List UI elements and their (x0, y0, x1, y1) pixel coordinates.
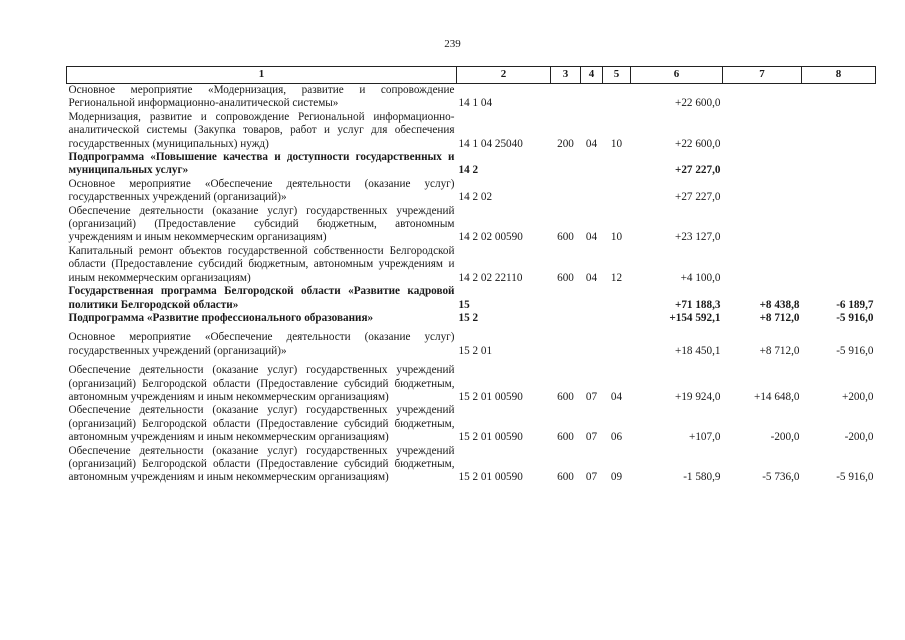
row-col5 (603, 84, 631, 111)
row-col6: +27 227,0 (674, 164, 721, 177)
row-col8: -6 189,7 (836, 298, 874, 311)
row-col5 (603, 312, 631, 325)
row-col5: 10 (610, 231, 623, 244)
row-col5: 10 (610, 137, 623, 150)
row-col4: 07 (585, 431, 598, 444)
row-col7: -5 736,0 (762, 471, 800, 484)
row-col6: +107,0 (689, 431, 721, 444)
row-col6: +23 127,0 (675, 231, 721, 244)
row-col7: +14 648,0 (754, 390, 800, 403)
row-col7: +8 712,0 (759, 311, 800, 324)
row-code: 14 1 04 25040 (458, 137, 523, 150)
row-col3 (551, 312, 581, 325)
row-col5 (603, 178, 631, 205)
table-row (67, 312, 876, 325)
row-col4: 04 (585, 137, 598, 150)
row-col7 (723, 178, 802, 205)
table-header-row (67, 67, 876, 84)
row-code: 14 2 02 22110 (458, 271, 523, 284)
table-row (67, 151, 876, 178)
row-col3 (551, 84, 581, 111)
row-col3: 600 (557, 390, 574, 403)
row-col6: +22 600,0 (675, 97, 721, 110)
header-col-2: 2 (457, 67, 551, 84)
row-col5: 06 (610, 431, 623, 444)
row-col5: 04 (610, 390, 623, 403)
row-col8: -5 916,0 (836, 311, 874, 324)
page-number: 239 (444, 38, 461, 50)
table-row (67, 285, 876, 312)
table-row (67, 358, 876, 404)
row-code: 15 2 (458, 311, 479, 324)
row-col4: 04 (585, 271, 598, 284)
row-col3 (551, 178, 581, 205)
row-col7 (723, 151, 802, 178)
row-code: 15 (458, 298, 470, 311)
row-col7 (723, 205, 802, 245)
row-name: Подпрограмма «Повышение качества и доступности государственных и муниципальных услуг» (68, 151, 455, 177)
table-row (67, 111, 876, 151)
row-col4: 07 (585, 390, 598, 403)
row-name: Модернизация, развитие и сопровождение Региональной информационно-аналитической системы (Закупка товаров, работ и услуг для обеспечения государственных (муниципальных) нужд) (68, 110, 455, 150)
row-col7: -200,0 (770, 431, 800, 444)
row-col3: 200 (557, 137, 574, 150)
row-col6: +27 227,0 (675, 191, 721, 204)
row-col5 (603, 325, 631, 358)
row-col4: 04 (585, 231, 598, 244)
row-col5 (603, 285, 631, 312)
row-col3: 600 (557, 431, 574, 444)
row-col5: 09 (610, 471, 623, 484)
row-col3 (551, 325, 581, 358)
header-col-5: 5 (603, 67, 631, 84)
row-col6: +18 450,1 (675, 344, 721, 357)
row-code: 14 2 02 (458, 191, 493, 204)
row-col7 (723, 84, 802, 111)
row-col4: 07 (585, 471, 598, 484)
row-col4 (581, 151, 603, 178)
table-row (67, 205, 876, 245)
row-col8 (802, 111, 876, 151)
row-col4 (581, 84, 603, 111)
row-name: Обеспечение деятельности (оказание услуг) государственных учреждений (организаций) Белгородской области (Предоставление субсидий бюджетным, автономным учреждениям и иным некоммерческим организациям) (68, 444, 455, 484)
table-row (67, 325, 876, 358)
row-name: Обеспечение деятельности (оказание услуг) государственных учреждений (организаций) Белгородской области (Предоставление субсидий бюджетным, автономным учреждениям и иным некоммерческим организациям) (68, 404, 455, 444)
row-name: Капитальный ремонт объектов государственной собственности Белгородской области (Предоставление субсидий бюджетным, автономным учреждениям и иным некоммерческим организациям) (68, 244, 455, 284)
row-col3 (551, 285, 581, 312)
row-col8 (802, 178, 876, 205)
table-body (67, 84, 876, 485)
row-col3 (551, 151, 581, 178)
row-code: 15 2 01 00590 (458, 431, 523, 444)
row-col8: +200,0 (842, 390, 874, 403)
header-col-8: 8 (802, 67, 876, 84)
row-col5 (603, 151, 631, 178)
header-col-3: 3 (551, 67, 581, 84)
table-row (67, 245, 876, 285)
row-col3: 600 (557, 271, 574, 284)
row-name: Основное мероприятие «Обеспечение деятельности (оказание услуг) государственных учреждений (организаций)» (68, 177, 455, 204)
row-code: 15 2 01 00590 (458, 390, 523, 403)
budget-table (66, 66, 876, 485)
row-name: Основное мероприятие «Обеспечение деятельности (оказание услуг) государственных учреждений (организаций)» (68, 331, 455, 357)
table-row (67, 404, 876, 444)
row-code: 14 1 04 (458, 97, 493, 110)
row-col6: +71 188,3 (674, 298, 721, 311)
row-col7: +8 438,8 (759, 298, 800, 311)
row-col6: +22 600,0 (675, 137, 721, 150)
row-col7: +8 712,0 (759, 344, 800, 357)
row-col8: -5 916,0 (836, 344, 874, 357)
row-col3: 600 (557, 231, 574, 244)
row-name: Обеспечение деятельности (оказание услуг) государственных учреждений (организаций) Белгородской области (Предоставление субсидий бюджетным, автономным учреждениям и иным некоммерческим организациям) (68, 364, 455, 403)
row-col4 (581, 178, 603, 205)
row-col6: +154 592,1 (669, 311, 721, 324)
row-col6: -1 580,9 (683, 471, 721, 484)
table-row (67, 178, 876, 205)
table-row (67, 445, 876, 485)
row-name: Обеспечение деятельности (оказание услуг) государственных учреждений (организаций) (Предоставление субсидий бюджетным, автономным учреждениям и иным некоммерческим организациям) (68, 204, 455, 244)
row-col6: +4 100,0 (680, 271, 721, 284)
row-code: 15 2 01 00590 (458, 471, 523, 484)
row-code: 15 2 01 (458, 344, 493, 357)
row-col8 (802, 245, 876, 285)
row-col4 (581, 325, 603, 358)
table-row (67, 84, 876, 111)
row-col7 (723, 245, 802, 285)
row-code: 14 2 02 00590 (458, 231, 523, 244)
header-col-7: 7 (723, 67, 802, 84)
row-col8 (802, 84, 876, 111)
header-col-6: 6 (631, 67, 723, 84)
row-name: Государственная программа Белгородской области «Развитие кадровой политики Белгородской области» (68, 285, 455, 311)
row-col8 (802, 205, 876, 245)
row-col5: 12 (610, 271, 623, 284)
row-col7 (723, 111, 802, 151)
row-col8: -200,0 (844, 431, 874, 444)
row-name: Основное мероприятие «Модернизация, развитие и сопровождение Региональной информационно-аналитической системы» (68, 84, 455, 110)
row-name: Подпрограмма «Развитие профессионального образования» (68, 311, 374, 324)
header-col-1: 1 (67, 67, 457, 84)
row-col8 (802, 151, 876, 178)
row-col4 (581, 285, 603, 312)
row-col3: 600 (557, 471, 574, 484)
row-code: 14 2 (458, 164, 479, 177)
row-col4 (581, 312, 603, 325)
header-col-4: 4 (581, 67, 603, 84)
row-col8: -5 916,0 (836, 471, 874, 484)
row-col6: +19 924,0 (675, 390, 721, 403)
